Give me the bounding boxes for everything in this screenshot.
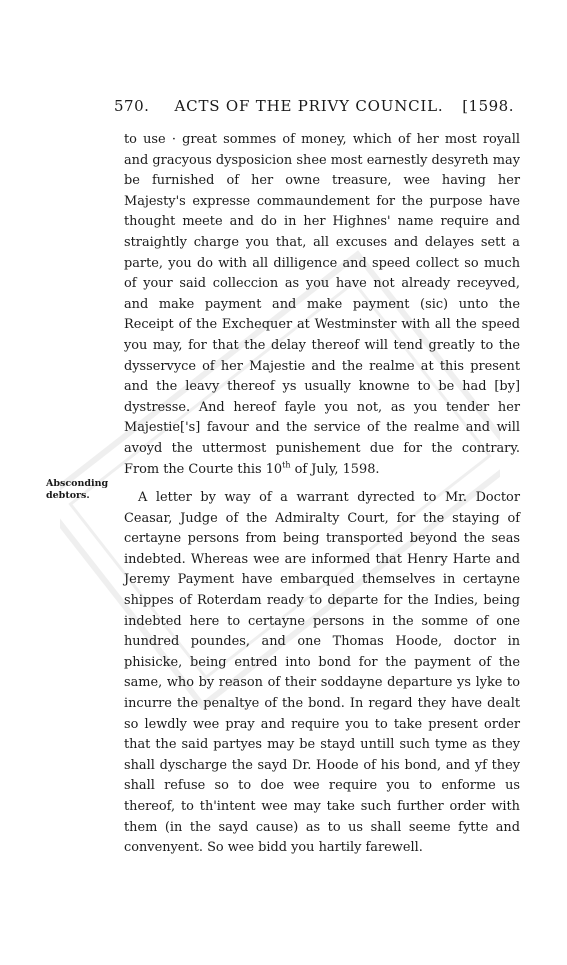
- paragraph-warrant-letter: A letter by way of a warrant dyrected to Mr. Doctor Ceasar, Judge of the Admiralty Court, for the staying of certayne persons from being transported beyond the seas indebted. Whereas wee are informed that Henry Harte and Jeremy Payment have embarqued themselves in certayne shippes of Roterdam ready to departe for the Indies, being indebted here to certayne persons in the somme of one hundred poundes, and one Thomas Hoode, doctor in phisicke, being entred into bond for the payment of the same, who by reason of their soddayne departure ys lyke to incurre the penaltye of the bond. In regard they have dealt so lewdly wee pray and require you to take present order that the said partyes may be stayd untill such tyme as they shall dyscharge the sayd Dr. Hoode of his bond, and yf they shall refuse so to doe wee require you to enforme us thereof, to th'intent wee may take such further order with them (in the sayd cause) as to us shall seeme fytte and convenyent. So wee bidd you hartily farewell.: [124, 490, 520, 856]
- body-text: [124, 130, 520, 859]
- paragraph-1-ending: of July, 1598.: [290, 461, 380, 477]
- header-year: [1598.: [462, 97, 514, 115]
- paragraph-1-text: to use · great sommes of money, which of her most royall and gracyous dysposicion shee most earnestly desyreth may be furnished of her owne treasure, wee having her Majesty's expresse commaundement for the purpose have thought meete and do in her Highnes' name require and straightly charge you that, all excuses and delayes sett a parte, you do with all dilligence and speed collect so much of your said colleccion as you have not already receyved, and make payment and make payment (sic) unto the Receipt of the Exchequer at Westminster with all the speed you may, for that the delay thereof will tend greatly to the dysservyce of her Majestie and the realme at this present and the leavy thereof ys usually knowne to be had [by] dystresse. And hereof fayle you not, as you tender her Majestie['s] favour and the service of the realme and will avoyd the uttermost punishement due for the contrary. From the Courte this 10: [124, 132, 520, 477]
- page-number: 570.: [114, 97, 150, 115]
- margin-note: Absconding debtors.: [46, 478, 109, 501]
- date-ordinal-suffix: th: [282, 460, 291, 470]
- paragraph-continued-letter: [124, 130, 520, 480]
- running-title: ACTS OF THE PRIVY COUNCIL.: [174, 97, 444, 115]
- running-header: [114, 97, 514, 115]
